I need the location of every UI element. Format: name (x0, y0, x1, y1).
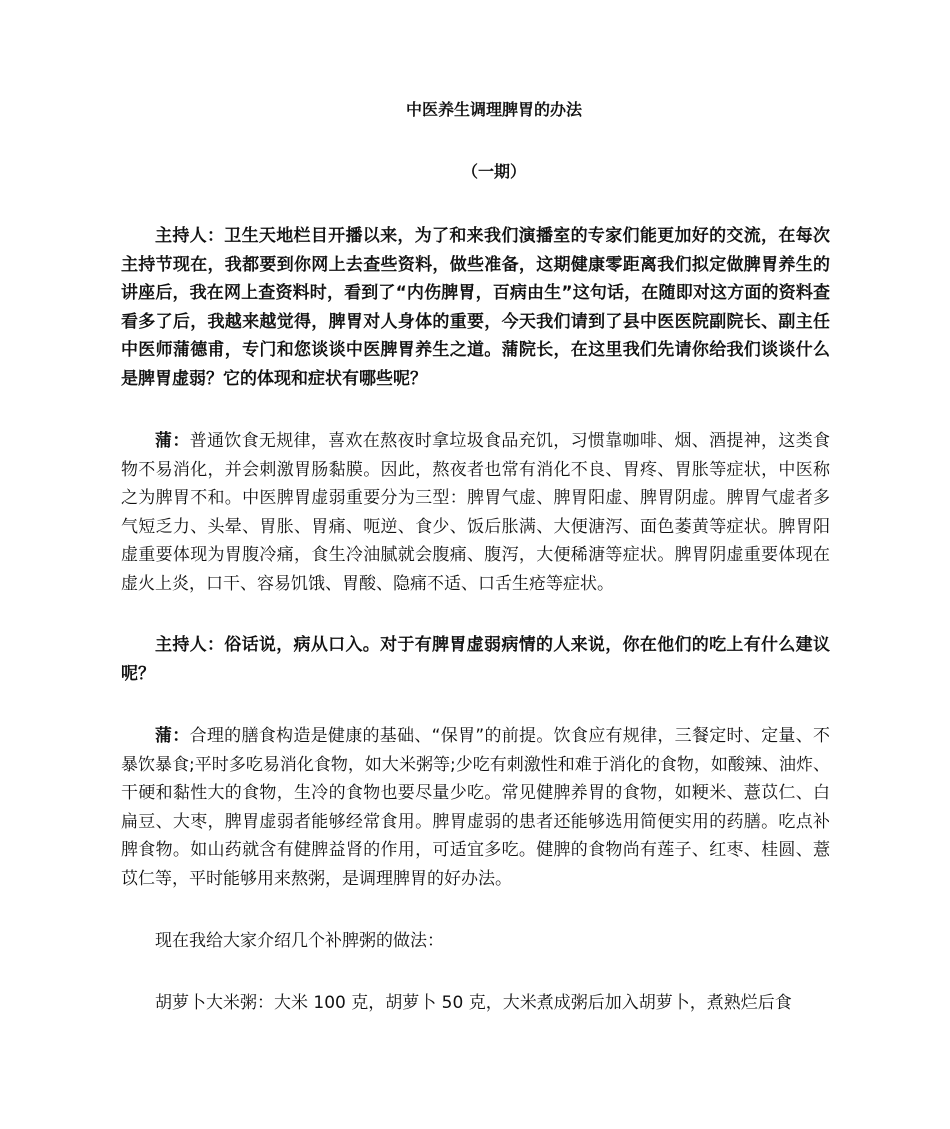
intro-paragraph (121, 927, 830, 956)
speaker-label: 蒲： (155, 431, 190, 451)
paragraph-text: 普通饮食无规律，喜欢在熬夜时拿垃圾食品充饥，习惯靠咖啡、烟、酒提神，这类食物不易消化，并会刺激胃肠黏膜。因此，熬夜者也常有消化不良、胃疼、胃胀等症状，中医称之为脾胃不和。中医脾胃虚弱重要分为三型：脾胃气虚、脾胃阳虚、脾胃阴虚。脾胃气虚者多气短乏力、头晕、胃胀、胃痛、呃逆、食少、饭后胀满、大便溏泻、面色萎黄等症状。脾胃阳虚重要体现为胃腹冷痛，食生冷油腻就会腹痛、腹泻，大便稀溏等症状。脾胃阴虚重要体现在虚火上炎，口干、容易饥饿、胃酸、隐痛不适、口舌生疮等症状。 (121, 431, 831, 594)
paragraph-text: 胡萝卜大米粥：大米 100 克，胡萝卜 50 克，大米煮成粥后加入胡萝卜，煮熟烂后食 (155, 993, 792, 1013)
speaker-label: 主持人： (155, 635, 225, 655)
host-question-paragraph-2 (121, 631, 830, 688)
recipe-paragraph (121, 989, 830, 1018)
document-title: 中医养生调理脾胃的办法 (405, 100, 582, 119)
speaker-label: 蒲： (155, 726, 190, 746)
speaker-label: 主持人： (155, 226, 225, 246)
paragraph-text: 俗话说，病从口入。对于有脾胃虚弱病情的人来说，你在他们的吃上有什么建议呢？ (121, 635, 831, 684)
paragraph-text: 卫生天地栏目开播以来，为了和来我们演播室的专家们能更加好的交流，在每次主持节现在，我都要到你网上去查些资料，做些准备，这期健康零距离我们拟定做脾胃养生的讲座后，我在网上查资料时，看到了“内伤脾胃，百病由生”这句话，在随即对这方面的资料查看多了后，我越来越觉得，脾胃对人身体的重要，今天我们请到了县中医医院副院长、副主任中医师蒲德甫，专门和您谈谈中医脾胃养生之道。蒲院长，在这里我们先请你给我们谈谈什么是脾胃虚弱？它的体现和症状有哪些呢？ (121, 226, 831, 389)
paragraph-text: 现在我给大家介绍几个补脾粥的做法： (155, 931, 444, 951)
doctor-answer-paragraph-1 (121, 427, 830, 599)
host-question-paragraph-1 (121, 222, 830, 394)
paragraph-text: 合理的膳食构造是健康的基础、“保胃”的前提。饮食应有规律，三餐定时、定量、不暴饮暴食;平时多吃易消化食物，如大米粥等;少吃有刺激性和难于消化的食物，如酸辣、油炸、干硬和黏性大的食物，生冷的食物也要尽量少吃。常见健脾养胃的食物，如粳米、薏苡仁、白扁豆、大枣，脾胃虚弱者能够经常食用。脾胃虚弱的患者还能够选用简便实用的药膳。吃点补脾食物。如山药就含有健脾益肾的作用，可适宜多吃。健脾的食物尚有莲子、红枣、桂圆、薏苡仁等，平时能够用来熬粥，是调理脾胃的好办法。 (121, 726, 830, 889)
doctor-answer-paragraph-2 (121, 722, 830, 894)
document-subtitle: （一期） (461, 162, 526, 181)
